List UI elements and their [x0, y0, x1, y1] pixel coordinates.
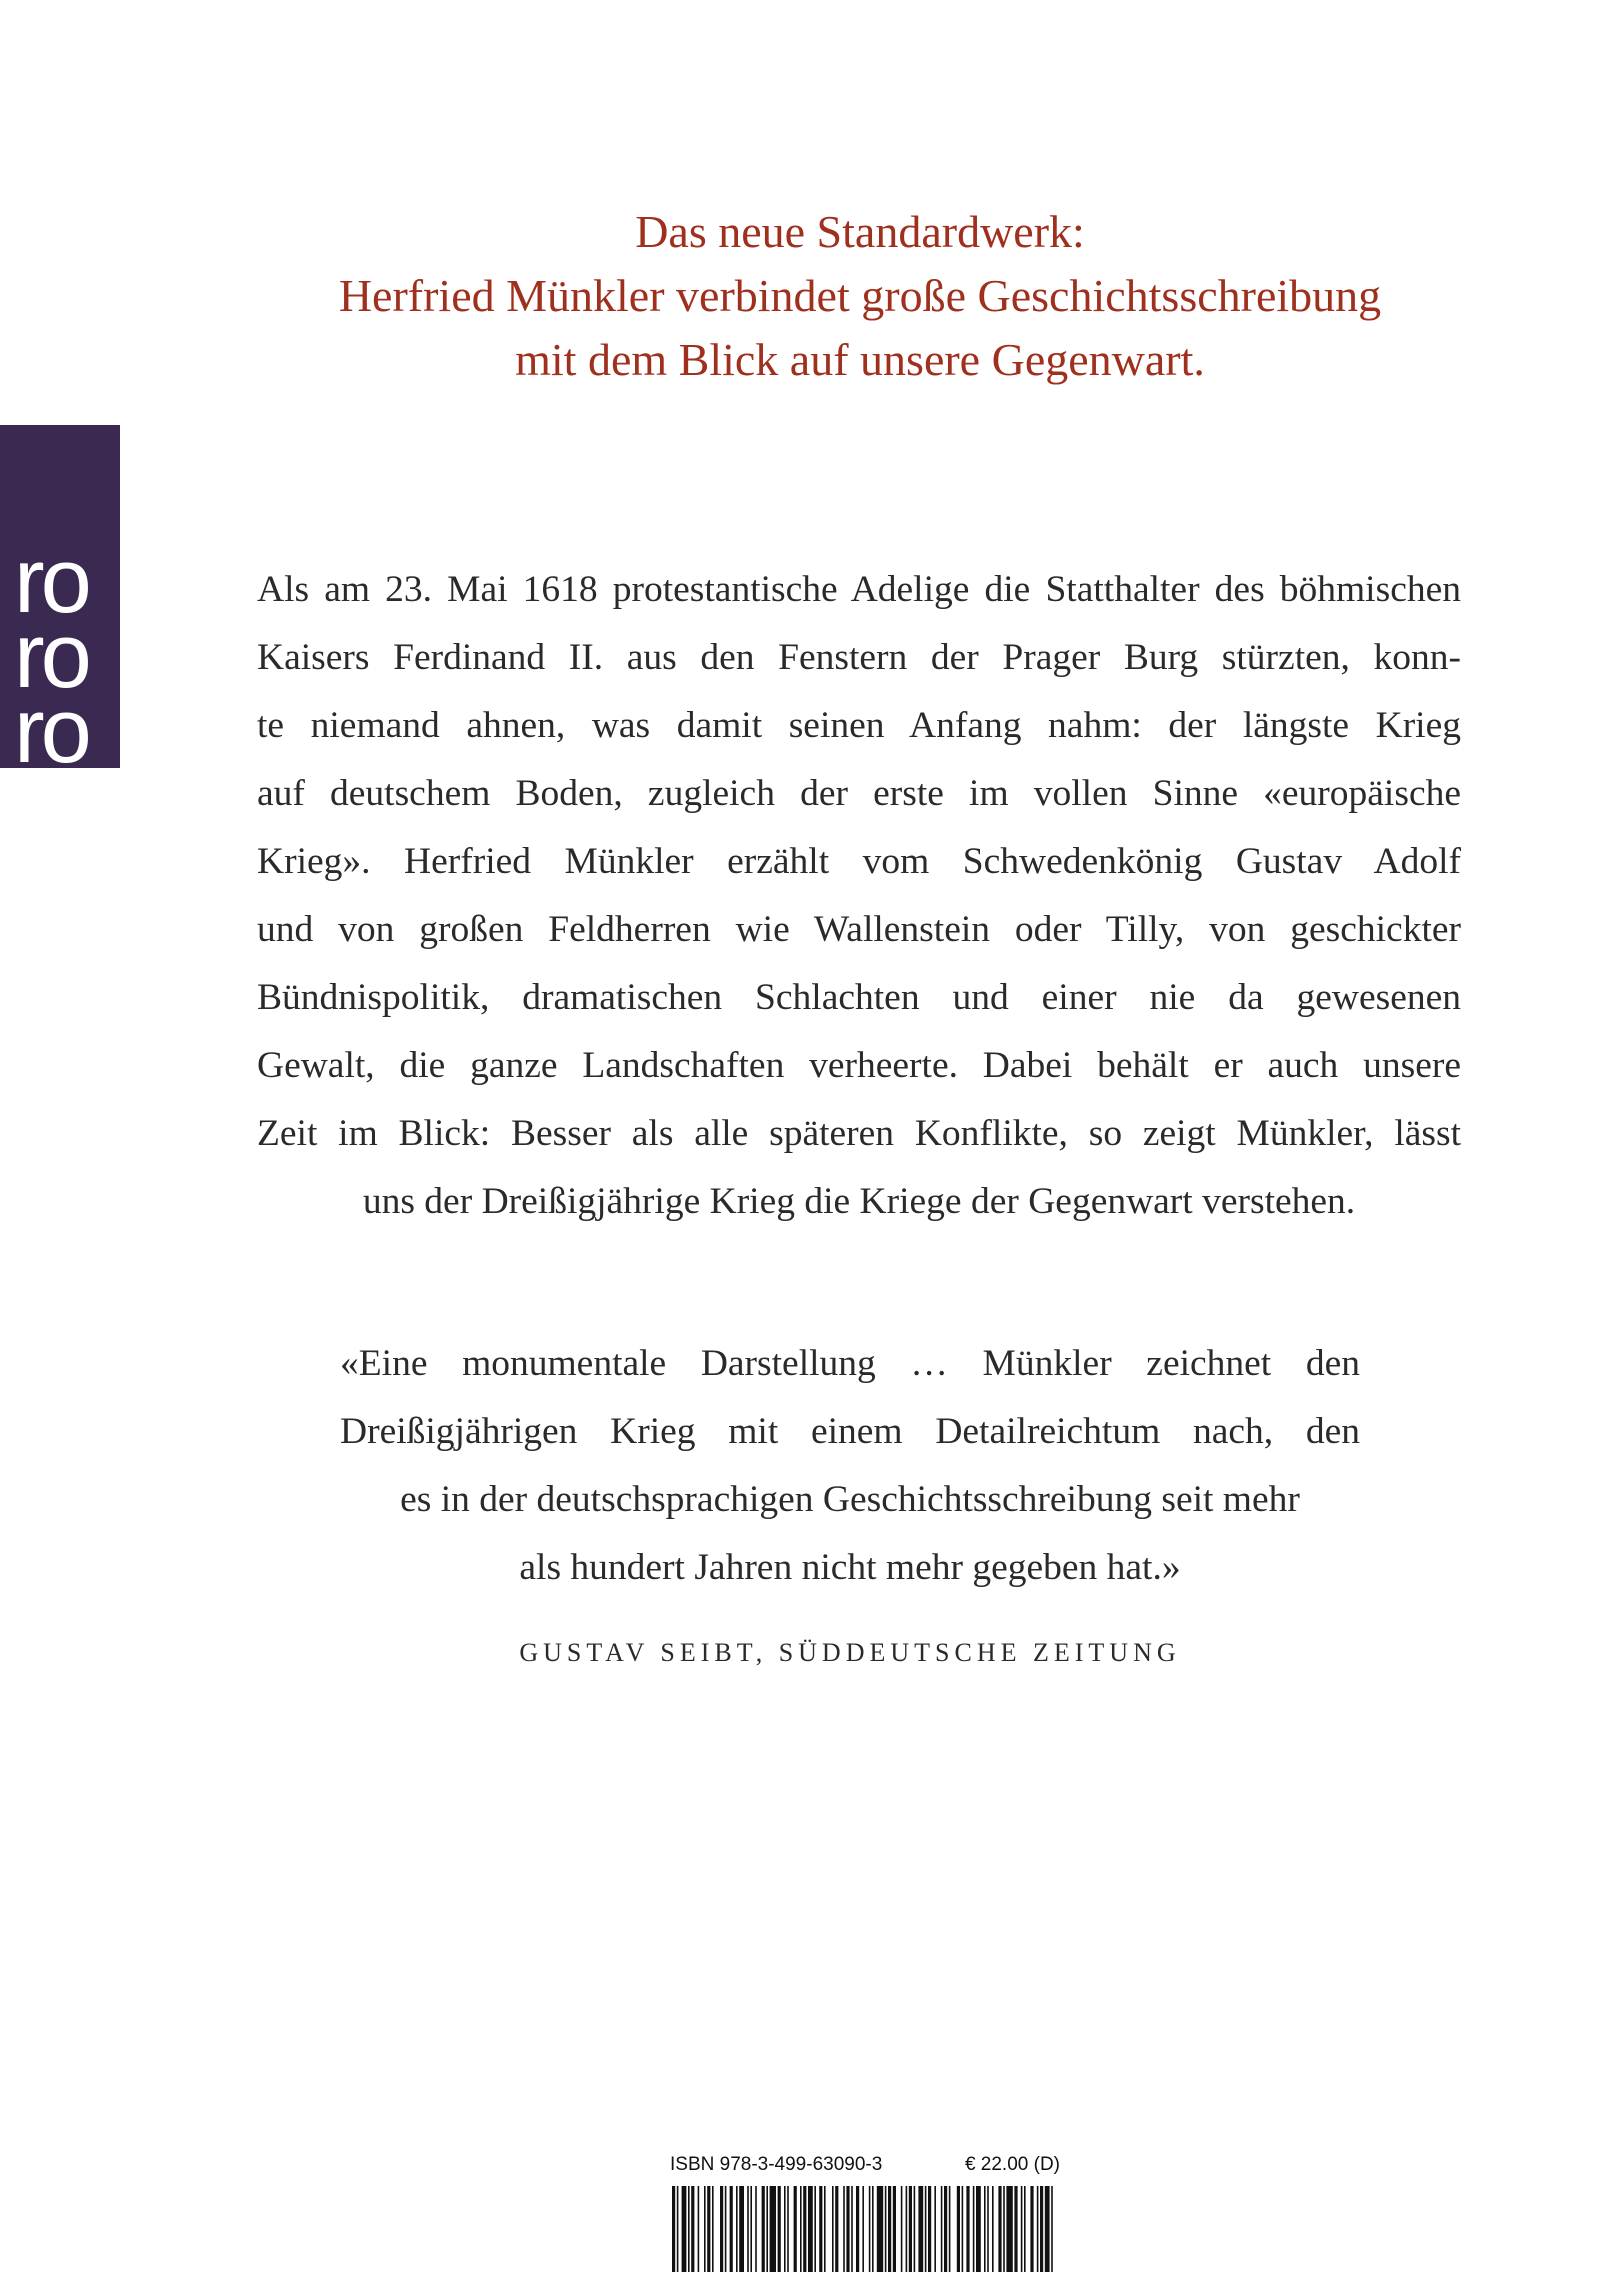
barcode-bar	[888, 2186, 891, 2272]
barcode-bar	[877, 2186, 883, 2272]
barcode-bar	[739, 2186, 744, 2272]
logo-text: ro	[14, 605, 88, 707]
barcode-bar	[814, 2186, 816, 2272]
barcode-bar	[906, 2186, 908, 2272]
blurb-line: Kaisers Ferdinand II. aus den Fenstern der Prager Burg stürzten, konn-	[257, 637, 1461, 678]
barcode-bar	[712, 2186, 714, 2272]
barcode-bar	[909, 2186, 912, 2272]
barcode-bar	[1006, 2186, 1012, 2272]
barcode-bar	[1040, 2186, 1043, 2272]
quote-line: Dreißigjährigen Krieg mit einem Detailreichtum nach, den	[340, 1411, 1360, 1452]
blurb-line: Als am 23. Mai 1618 protestantische Adelige die Statthalter des böhmischen	[257, 569, 1461, 610]
isbn-row	[670, 2154, 1060, 2176]
rororo-logo	[0, 425, 120, 768]
barcode-bar	[1037, 2186, 1039, 2272]
barcode-bar	[869, 2186, 871, 2272]
barcode-bar	[803, 2186, 806, 2272]
barcode-bar	[800, 2186, 802, 2272]
barcode-bar	[1024, 2186, 1026, 2272]
barcode-bar	[725, 2186, 727, 2272]
barcode-bar	[698, 2186, 700, 2272]
barcode-bar	[766, 2186, 768, 2272]
quote-line: es in der deutschsprachigen Geschichtsschreibung seit mehr	[400, 1479, 1300, 1520]
barcode-bar	[1014, 2186, 1017, 2272]
barcode-bar	[762, 2186, 765, 2272]
barcode-bar	[973, 2186, 975, 2272]
review-quote	[340, 1330, 1360, 1602]
barcode-bar	[832, 2186, 834, 2272]
barcode-bar	[720, 2186, 723, 2272]
barcode-bar	[944, 2186, 947, 2272]
barcode-bar	[688, 2186, 690, 2272]
barcode-bar	[872, 2186, 874, 2272]
barcode-bar	[966, 2186, 969, 2272]
barcode-bar	[835, 2186, 838, 2272]
barcode-bar	[794, 2186, 797, 2272]
barcode-bar	[851, 2186, 853, 2272]
barcode-bar	[691, 2186, 694, 2272]
barcode-bar	[1003, 2186, 1005, 2272]
blurb-line: Gewalt, die ganze Landschaften verheerte. Dabei behält er auch unsere	[257, 1045, 1461, 1086]
quote-line: als hundert Jahren nicht mehr gegeben hat.»	[519, 1547, 1181, 1588]
quote-line: «Eine monumentale Darstellung … Münkler zeichnet den	[340, 1343, 1360, 1384]
barcode-bar	[1021, 2186, 1023, 2272]
blurb-paragraph	[257, 556, 1461, 1236]
barcode-bar	[941, 2186, 943, 2272]
barcode-bar	[787, 2186, 789, 2272]
barcode-bar	[962, 2186, 964, 2272]
barcode-bar	[918, 2186, 923, 2272]
barcode-bar	[1051, 2186, 1053, 2272]
barcode-bar	[846, 2186, 849, 2272]
barcode-bar	[778, 2186, 781, 2272]
barcode-bar	[704, 2186, 706, 2272]
barcode-bar	[925, 2186, 927, 2272]
barcode-bar	[677, 2186, 679, 2272]
barcode-bar	[998, 2186, 1001, 2272]
barcode-bar	[949, 2186, 951, 2272]
blurb-line: Zeit im Blick: Besser als alle späteren Konflikte, so zeigt Münkler, lässt	[257, 1113, 1461, 1154]
barcode-bar	[984, 2186, 986, 2272]
barcode-bar	[928, 2186, 931, 2272]
headline-line: mit dem Blick auf unsere Gegenwart.	[515, 334, 1205, 385]
price: € 22.00 (D)	[964, 2154, 1060, 2175]
barcode-bar	[730, 2186, 733, 2272]
barcode-bar	[736, 2186, 738, 2272]
quote-attribution: GUSTAV SEIBT, SÜDDEUTSCHE ZEITUNG	[519, 1638, 1181, 1667]
barcode	[668, 2186, 1060, 2272]
blurb-line: auf deutschem Boden, zugleich der erste im vollen Sinne «europäische	[257, 773, 1461, 814]
barcode-bar	[824, 2186, 826, 2272]
barcode-bar	[747, 2186, 749, 2272]
barcode-bar	[707, 2186, 710, 2272]
logo-text: ro	[14, 680, 88, 768]
barcode-bar	[934, 2186, 936, 2272]
barcode-bar	[901, 2186, 903, 2272]
barcode-bar	[992, 2186, 994, 2272]
barcode-bar	[819, 2186, 822, 2272]
headline	[200, 200, 1520, 392]
barcode-bar	[755, 2186, 757, 2272]
barcode-bar	[987, 2186, 989, 2272]
barcode-bar	[770, 2186, 776, 2272]
logo-text: ro	[14, 530, 88, 632]
barcode-bar	[976, 2186, 981, 2272]
barcode-bar	[750, 2186, 752, 2272]
barcode-bar	[856, 2186, 859, 2272]
isbn-number: ISBN 978-3-499-63090-3	[670, 2154, 883, 2175]
barcode-bar	[672, 2186, 675, 2272]
barcode-bar	[1045, 2186, 1050, 2272]
blurb-line: uns der Dreißigjährige Krieg die Kriege der Gegenwart verstehen.	[362, 1181, 1356, 1222]
barcode-bar	[893, 2186, 896, 2272]
blurb-line: Bündnispolitik, dramatischen Schlachten und einer nie da gewesenen	[257, 977, 1461, 1018]
blurb-line: Krieg». Herfried Münkler erzählt vom Schwedenkönig Gustav Adolf	[257, 841, 1461, 882]
headline-line: Herfried Münkler verbindet große Geschichtsschreibung	[338, 270, 1382, 321]
barcode-bar	[914, 2186, 916, 2272]
barcode-bar	[808, 2186, 813, 2272]
barcode-bar	[957, 2186, 960, 2272]
barcode-bar	[843, 2186, 845, 2272]
barcode-bar	[784, 2186, 786, 2272]
headline-line: Das neue Standardwerk:	[635, 206, 1085, 257]
barcode-bar	[862, 2186, 864, 2272]
blurb-line: und von großen Feldherren wie Wallenstein oder Tilly, von geschickter	[257, 909, 1461, 950]
barcode-bar	[1030, 2186, 1033, 2272]
barcode-bar	[682, 2186, 687, 2272]
barcode-bar	[885, 2186, 887, 2272]
blurb-line: te niemand ahnen, was damit seinen Anfang nahm: der längste Krieg	[257, 705, 1461, 746]
